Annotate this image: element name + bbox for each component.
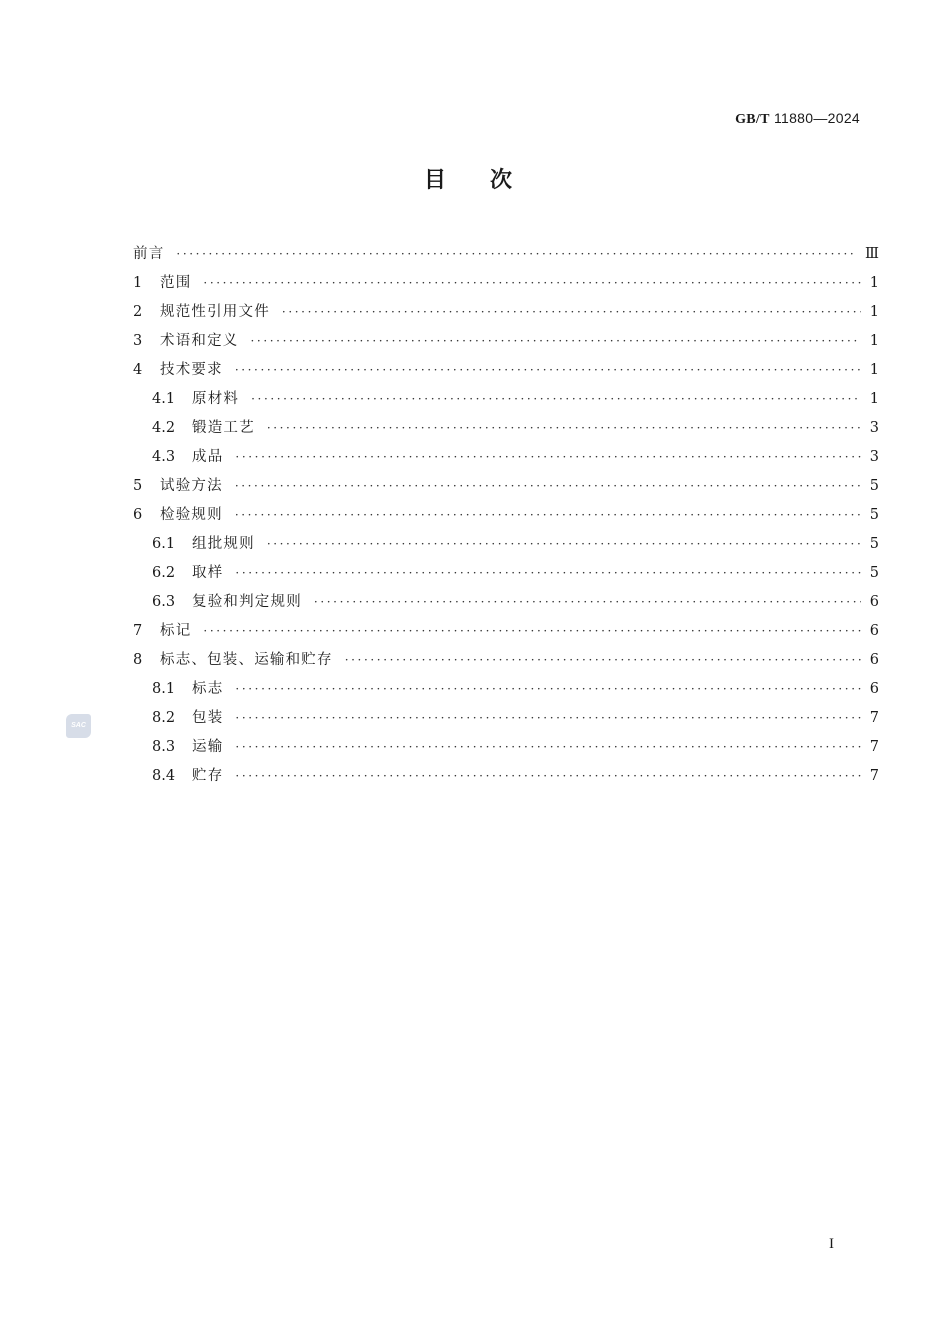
toc-dot-leader	[251, 385, 861, 414]
toc-entry[interactable]	[133, 559, 879, 588]
toc-entry[interactable]	[133, 414, 879, 443]
toc-entry-page: 3	[869, 449, 879, 465]
toc-entry-number: 4	[133, 362, 143, 378]
toc-entry-label: 锻造工艺	[192, 420, 255, 436]
toc-dot-leader	[235, 356, 861, 385]
toc-entry[interactable]	[133, 298, 879, 327]
toc-entry[interactable]	[133, 327, 879, 356]
toc-entry-label: 检验规则	[160, 507, 223, 523]
standard-number: 11880—2024	[773, 110, 860, 126]
toc-entry-label: 试验方法	[160, 478, 223, 494]
toc-entry-label: 原材料	[192, 391, 240, 407]
standard-prefix: GB/T	[735, 112, 770, 127]
toc-dot-leader	[345, 646, 861, 675]
toc-entry[interactable]	[133, 762, 879, 791]
toc-entry-label: 术语和定义	[160, 333, 239, 349]
toc-entry-page: 7	[869, 710, 879, 726]
toc-entry[interactable]	[133, 501, 879, 530]
toc-entry-number: 4.3	[152, 449, 176, 465]
toc-entry-number: 8.1	[152, 681, 176, 697]
toc-entry-number: 6.1	[152, 536, 176, 552]
toc-entry-page: 1	[869, 333, 879, 349]
toc-dot-leader	[235, 675, 861, 704]
toc-entry-number: 6	[133, 507, 143, 523]
standard-code	[735, 110, 860, 128]
toc-entry[interactable]	[133, 675, 879, 704]
toc-entry-label: 成品	[192, 449, 224, 465]
toc-entry[interactable]	[133, 530, 879, 559]
page-number: I	[829, 1236, 834, 1252]
toc-entry[interactable]	[133, 588, 879, 617]
toc-entry-page: 1	[869, 304, 879, 320]
toc-dot-leader	[251, 327, 862, 356]
toc-entry[interactable]	[133, 617, 879, 646]
toc-entry-label: 规范性引用文件	[160, 304, 270, 320]
watermark-text: SAC	[71, 722, 86, 729]
toc-entry-number: 4.1	[152, 391, 176, 407]
toc-entry-number: 8.3	[152, 739, 176, 755]
toc-entry-page: 6	[869, 594, 879, 610]
toc-entry[interactable]	[133, 472, 879, 501]
toc-entry-number: 2	[133, 304, 143, 320]
toc-dot-leader	[176, 240, 857, 269]
toc-entry[interactable]	[133, 356, 879, 385]
toc-entry-page: 7	[869, 739, 879, 755]
toc-entry-page: 6	[869, 623, 879, 639]
toc-dot-leader	[203, 269, 861, 298]
toc-dot-leader	[203, 617, 861, 646]
toc-entry-label: 取样	[192, 565, 224, 581]
toc-entry[interactable]	[133, 646, 879, 675]
toc-entry-page: 5	[869, 478, 879, 494]
toc-dot-leader	[235, 762, 861, 791]
toc-entry-number: 6.2	[152, 565, 176, 581]
toc-dot-leader	[235, 733, 861, 762]
table-of-contents	[133, 240, 879, 791]
toc-entry-label: 标志	[192, 681, 224, 697]
toc-entry-page: 6	[869, 681, 879, 697]
toc-entry-label: 复验和判定规则	[192, 594, 302, 610]
toc-dot-leader	[282, 298, 861, 327]
page-title: 目次	[423, 168, 556, 193]
sac-logo-icon	[66, 714, 91, 738]
toc-entry[interactable]	[133, 704, 879, 733]
toc-dot-leader	[267, 414, 861, 443]
toc-dot-leader	[235, 472, 861, 501]
toc-entry-label: 运输	[192, 739, 224, 755]
toc-entry-page: Ⅲ	[865, 246, 879, 262]
toc-entry-number: 1	[133, 275, 143, 291]
toc-entry-page: 1	[869, 362, 879, 378]
toc-entry-number: 4.2	[152, 420, 176, 436]
toc-entry[interactable]	[133, 443, 879, 472]
toc-entry-page: 3	[869, 420, 879, 436]
toc-dot-leader	[235, 501, 861, 530]
toc-entry-label: 前言	[133, 246, 165, 262]
toc-entry-label: 标志、包装、运输和贮存	[160, 652, 333, 668]
toc-entry-page: 1	[869, 275, 879, 291]
toc-entry-number: 6.3	[152, 594, 176, 610]
toc-entry-page: 5	[869, 536, 879, 552]
toc-entry-number: 8.4	[152, 768, 176, 784]
toc-entry-label: 范围	[160, 275, 192, 291]
toc-entry-label: 标记	[160, 623, 192, 639]
toc-entry-label: 贮存	[192, 768, 224, 784]
toc-entry-number: 3	[133, 333, 143, 349]
toc-dot-leader	[267, 530, 861, 559]
toc-entry-label: 包装	[192, 710, 224, 726]
toc-dot-leader	[235, 559, 861, 588]
toc-entry-page: 6	[869, 652, 879, 668]
toc-entry-page: 5	[869, 565, 879, 581]
toc-entry[interactable]	[133, 733, 879, 762]
toc-entry[interactable]	[133, 269, 879, 298]
toc-dot-leader	[235, 443, 861, 472]
toc-entry-number: 7	[133, 623, 143, 639]
toc-entry-page: 5	[869, 507, 879, 523]
toc-entry[interactable]	[133, 240, 879, 269]
toc-entry-page: 7	[869, 768, 879, 784]
toc-entry-number: 8	[133, 652, 143, 668]
toc-entry[interactable]	[133, 385, 879, 414]
toc-dot-leader	[235, 704, 861, 733]
toc-entry-label: 组批规则	[192, 536, 255, 552]
toc-entry-label: 技术要求	[160, 362, 223, 378]
toc-dot-leader	[314, 588, 861, 617]
toc-entry-number: 8.2	[152, 710, 176, 726]
toc-entry-number: 5	[133, 478, 143, 494]
toc-entry-page: 1	[869, 391, 879, 407]
